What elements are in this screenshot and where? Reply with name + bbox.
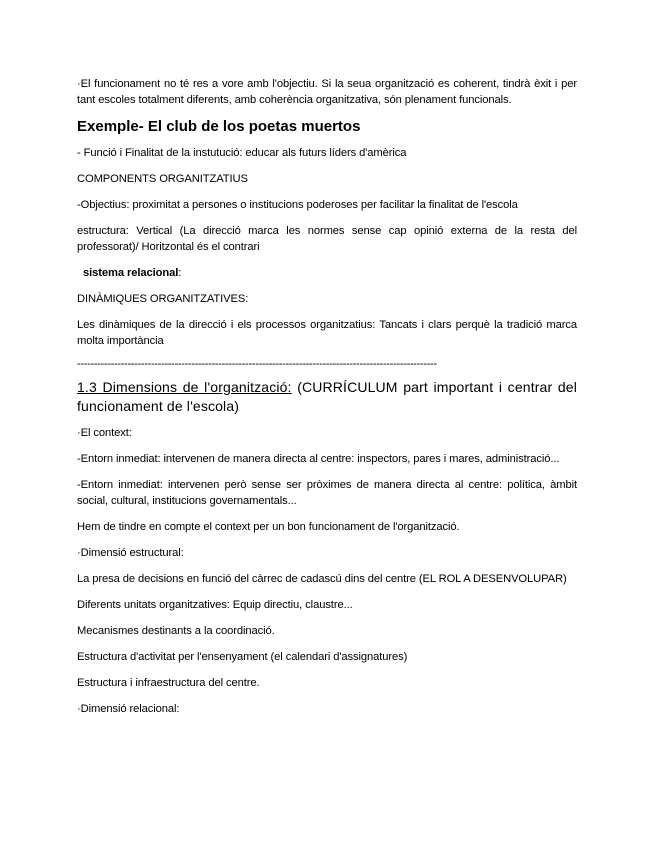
funcio-line: - Funció i Finalitat de la instutució: educar als futurs líders d'amèrica bbox=[77, 147, 407, 159]
presa-decisions-paragraph: La presa de decisions en funció del càrrec de cadascú dins del centre (EL ROL A DESENVOLUPAR) bbox=[77, 573, 567, 585]
separator-line: ----------------------------------------------------------------------------------------------------------- bbox=[77, 358, 437, 370]
dimensio-estructural-heading: ·Dimensió estructural: bbox=[77, 547, 184, 559]
entorn-inmediat-paragraph: -Entorn inmediat: intervenen però sense ser pròximes de manera directa al centre: política, àmbit social, cultural, institucions governamentals... bbox=[77, 479, 577, 507]
mecanismes-line: Mecanismes destinants a la coordinació. bbox=[77, 625, 275, 637]
section-title-rest: (CURRÍCULUM part important i centrar del funcionament de l'escola) bbox=[77, 379, 578, 414]
entorn-immediat-paragraph: -Entorn inmediat: intervenen de manera directa al centre: inspectors, pares i mares, administració... bbox=[77, 453, 560, 465]
example-heading: Exemple- El club de los poetas muertos bbox=[77, 118, 361, 135]
estructura-activitat-line: Estructura d'activitat per l'ensenyament (el calendari d'assignatures) bbox=[77, 651, 408, 663]
dinamiques-heading: DINÀMIQUES ORGANITZATIVES: bbox=[77, 293, 249, 305]
objectius-line: -Objectius: proximitat a persones o institucions poderoses per facilitar la finalitat de l'escola bbox=[77, 199, 518, 211]
sistema-relacional-line bbox=[77, 265, 577, 281]
document-page bbox=[77, 72, 577, 717]
section-title bbox=[77, 378, 577, 416]
sistema-relacional-colon: : bbox=[178, 267, 182, 279]
components-heading: COMPONENTS ORGANITZATIUS bbox=[77, 173, 248, 185]
estructura-line: estructura: Vertical (La direcció marca les normes sense cap opinió externa de la resta del professorat)/ Horitzontal és el contrari bbox=[77, 225, 577, 253]
sistema-relacional-label: sistema relacional bbox=[83, 267, 179, 279]
intro-paragraph: ·El funcionament no té res a vore amb l'objectiu. Si la seua organització es coherent, tindrà èxit i per tant escoles totalment diferents, amb coherència organitzativa, són plenament funcionals. bbox=[77, 78, 577, 106]
context-note: Hem de tindre en compte el context per un bon funcionament de l'organització. bbox=[77, 521, 460, 533]
context-heading: ·El context: bbox=[77, 427, 132, 439]
infraestructura-line: Estructura i infraestructura del centre. bbox=[77, 677, 260, 689]
section-title-number: 1.3 Dimensions de l'organització: bbox=[77, 379, 292, 395]
unitats-line: Diferents unitats organitzatives: Equip directiu, claustre... bbox=[77, 599, 353, 611]
dinamiques-line: Les dinàmiques de la direcció i els processos organitzatius: Tancats i clars perquè la tradició marca molta importància bbox=[77, 319, 577, 347]
dimensio-relacional-heading: ·Dimensió relacional: bbox=[77, 703, 180, 715]
